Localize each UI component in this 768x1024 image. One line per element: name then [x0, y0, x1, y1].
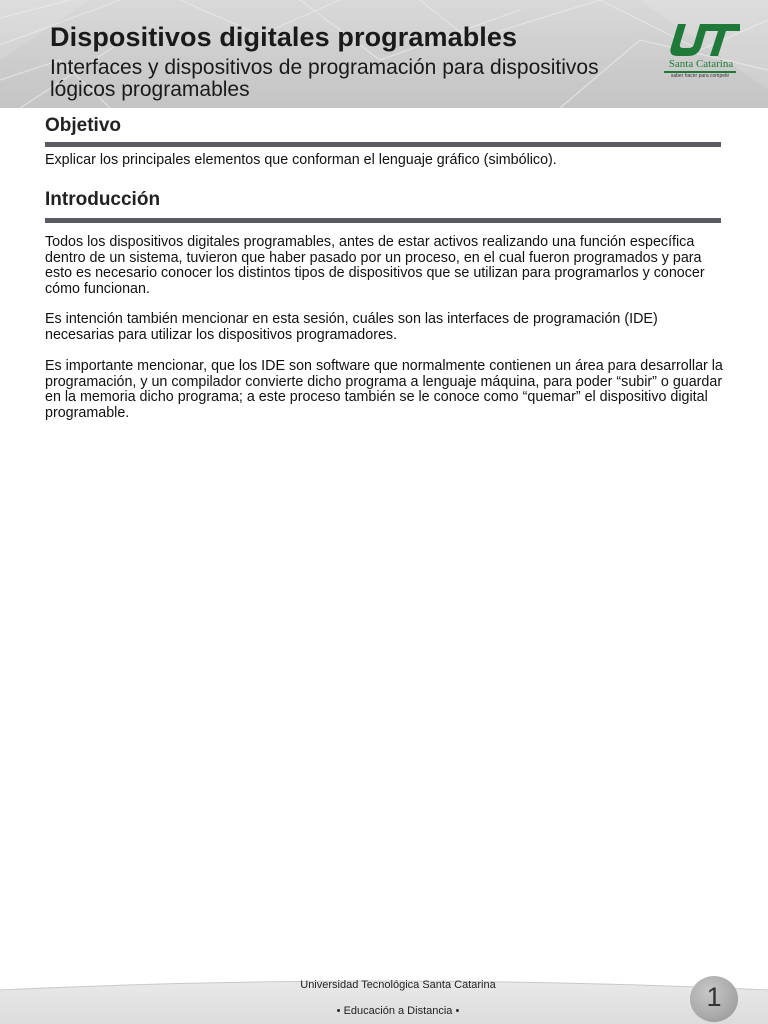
university-logo: [660, 22, 740, 82]
intro-paragraph-3: Es importante mencionar, que los IDE son software que normalmente contienen un área para desarrollar la programación, y un compilador convierte dicho programa a lenguaje máquina, para poder “subir” o guardar en la memoria dicho programa; a este proceso también se le conoce como “quemar” el dispositivo digital programable.: [45, 358, 723, 421]
footer-program: • Educación a Distancia •: [336, 1005, 460, 1017]
section-divider: [45, 218, 721, 223]
intro-paragraph-2: Es intención también mencionar en esta sesión, cuáles son las interfaces de programación (IDE) necesarias para utilizar los dispositivos programadores.: [45, 311, 658, 343]
intro-paragraph-1: Todos los dispositivos digitales programables, antes de estar activos realizando una función específica dentro de un sistema, tuvieron que haber pasado por un proceso, en el cual fueron programados y para esto es necesario conocer los distintos tipos de dispositivos que se utilizan para programarlos y conocer cómo funcionan.: [45, 234, 705, 297]
ut-logo-icon: [664, 22, 740, 58]
footer-institution: Universidad Tecnológica Santa Catarina: [300, 979, 496, 991]
page-header: [0, 0, 768, 108]
logo-text: Santa Catarina: [668, 58, 734, 70]
page-number: 1: [706, 982, 722, 1012]
page-number-badge: [690, 976, 738, 1022]
logo-tagline: saber hacer para competir: [670, 73, 730, 79]
objetivo-paragraph: Explicar los principales elementos que conforman el lenguaje gráfico (simbólico).: [45, 152, 557, 168]
document-subtitle: Interfaces y dispositivos de programación para dispositivos lógicos programables: [50, 56, 599, 101]
section-divider: [45, 142, 721, 147]
section-heading-objetivo: Objetivo: [45, 115, 122, 136]
section-heading-introduccion: Introducción: [45, 189, 161, 210]
document-title: Dispositivos digitales programables: [50, 22, 518, 52]
